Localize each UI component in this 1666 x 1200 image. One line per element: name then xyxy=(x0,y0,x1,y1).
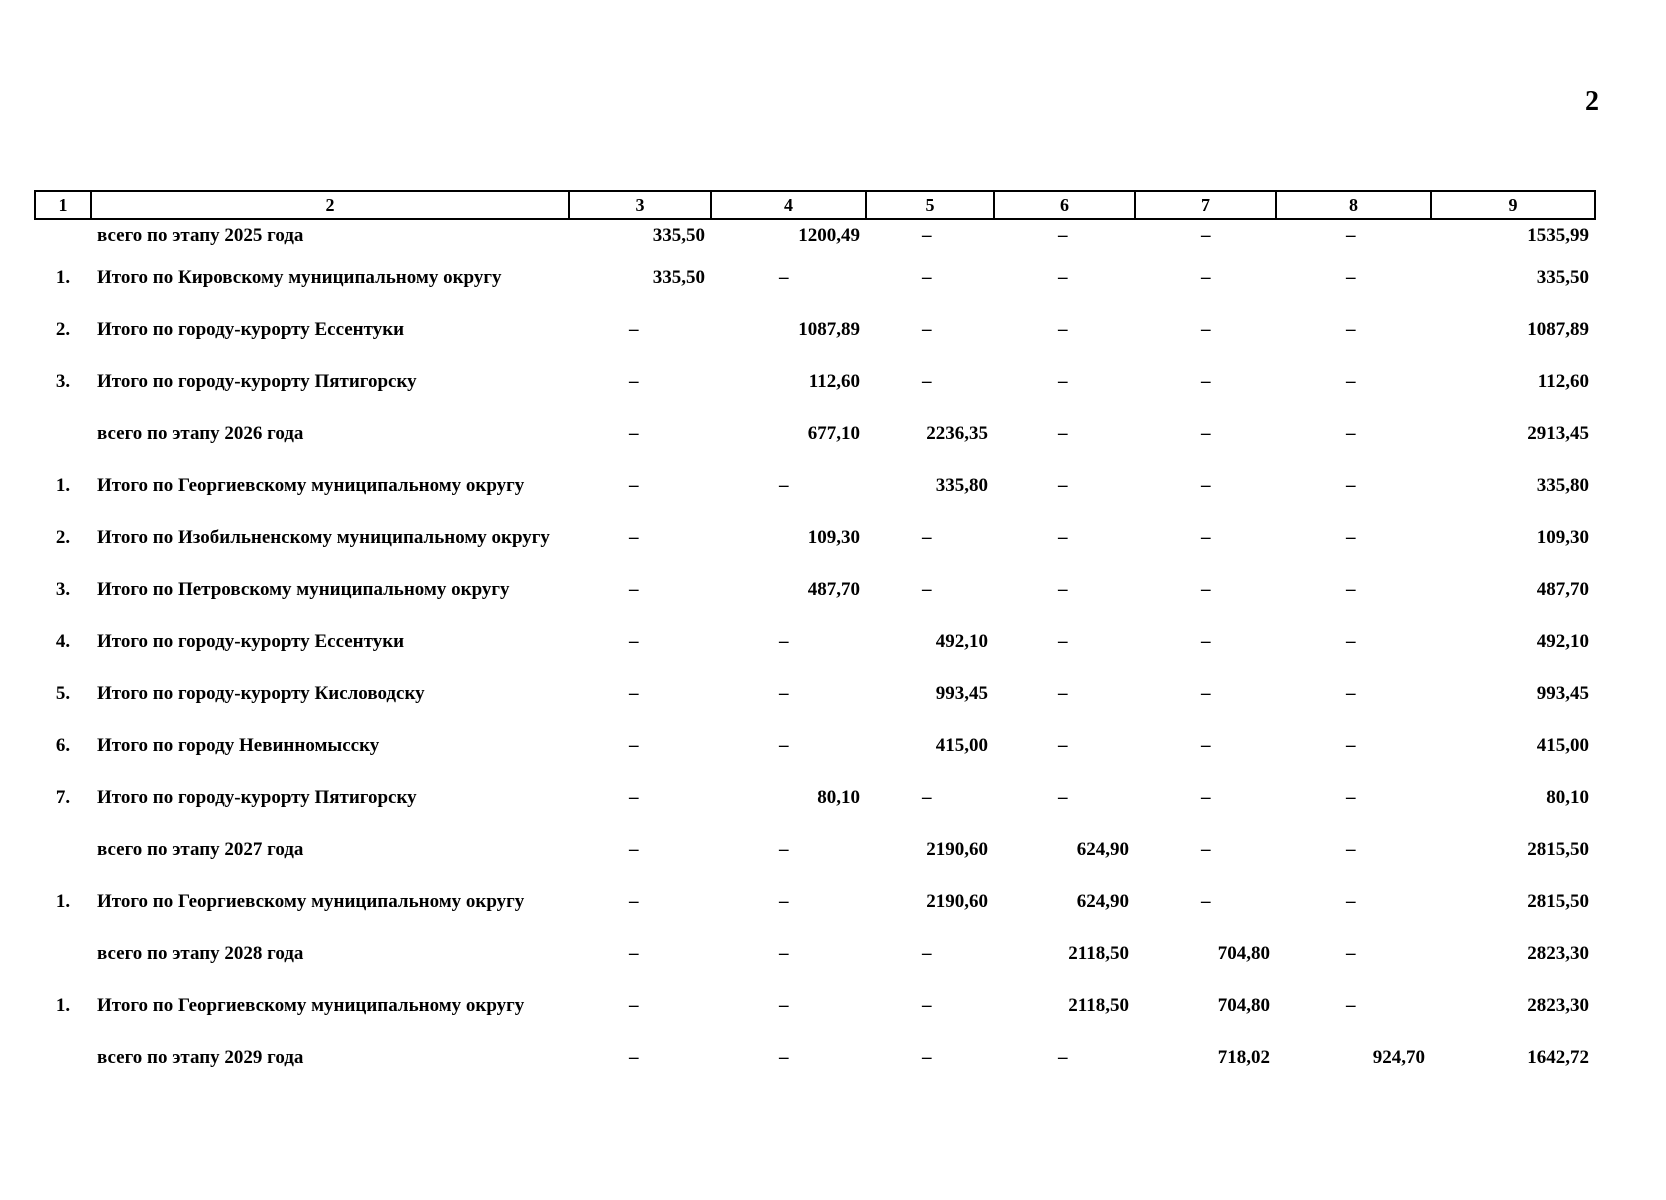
value-cell-col-7: – xyxy=(1201,683,1211,704)
value-cell-col-5: 2190,60 xyxy=(926,839,988,860)
value-cell-col-5: – xyxy=(922,787,932,808)
row-number: 1. xyxy=(55,995,71,1016)
value-cell-col-8: 924,70 xyxy=(1372,1047,1425,1068)
value-cell-col-6: – xyxy=(1058,631,1068,652)
value-cell-col-9: 2815,50 xyxy=(1527,891,1589,912)
row-name: всего по этапу 2027 года xyxy=(97,839,304,860)
value-cell-col-5: 335,80 xyxy=(935,475,988,496)
value-cell-col-6: – xyxy=(1058,787,1068,808)
value-cell-col-5: – xyxy=(922,943,932,964)
value-cell-col-8: – xyxy=(1346,995,1356,1016)
value-cell-col-9: 112,60 xyxy=(1537,371,1589,392)
row-name: Итого по Георгиевскому муниципальному округу xyxy=(97,891,525,912)
value-cell-col-4: 1200,49 xyxy=(798,225,860,246)
data-table xyxy=(34,190,1596,1084)
row-number: 1. xyxy=(55,267,71,288)
value-cell-col-6: 624,90 xyxy=(1076,891,1129,912)
table-row xyxy=(35,356,1595,408)
value-cell-col-6: 2118,50 xyxy=(1068,995,1129,1016)
row-name: Итого по Изобильненскому муниципальному округу xyxy=(97,527,550,548)
value-cell-col-4: – xyxy=(779,735,789,756)
value-cell-col-3: – xyxy=(629,475,639,496)
column-header: 1 xyxy=(35,191,91,219)
value-cell-col-3: 335,50 xyxy=(652,225,705,246)
row-number xyxy=(35,928,91,980)
value-cell-col-8: – xyxy=(1346,943,1356,964)
table-row xyxy=(35,824,1595,876)
value-cell-col-5: 492,10 xyxy=(935,631,988,652)
value-cell-col-7: – xyxy=(1201,527,1211,548)
value-cell-col-3: – xyxy=(629,371,639,392)
value-cell-col-3: – xyxy=(629,579,639,600)
table-row xyxy=(35,720,1595,772)
value-cell-col-7: – xyxy=(1201,891,1211,912)
value-cell-col-7: 718,02 xyxy=(1217,1047,1270,1068)
value-cell-col-8: – xyxy=(1346,683,1356,704)
row-number: 1. xyxy=(55,891,71,912)
value-cell-col-7: – xyxy=(1201,787,1211,808)
value-cell-col-8: – xyxy=(1346,267,1356,288)
value-cell-col-6: – xyxy=(1058,527,1068,548)
value-cell-col-4: 487,70 xyxy=(807,579,860,600)
table-row xyxy=(35,219,1595,252)
value-cell-col-8: – xyxy=(1346,631,1356,652)
value-cell-col-9: 2913,45 xyxy=(1527,423,1589,444)
value-cell-col-9: 335,80 xyxy=(1536,475,1589,496)
value-cell-col-6: – xyxy=(1058,371,1068,392)
table-row xyxy=(35,668,1595,720)
value-cell-col-6: – xyxy=(1058,267,1068,288)
value-cell-col-8: – xyxy=(1346,735,1356,756)
value-cell-col-6: – xyxy=(1058,319,1068,340)
value-cell-col-3: – xyxy=(629,683,639,704)
column-header: 5 xyxy=(866,191,994,219)
value-cell-col-7: – xyxy=(1201,319,1211,340)
column-header: 7 xyxy=(1135,191,1276,219)
value-cell-col-4: 677,10 xyxy=(807,423,860,444)
row-number xyxy=(35,1032,91,1084)
value-cell-col-7: – xyxy=(1201,475,1211,496)
value-cell-col-4: – xyxy=(779,839,789,860)
value-cell-col-5: – xyxy=(922,225,932,246)
value-cell-col-5: – xyxy=(922,371,932,392)
value-cell-col-5: – xyxy=(922,527,932,548)
row-name: Итого по городу-курорту Кисловодску xyxy=(97,683,425,704)
row-name: всего по этапу 2028 года xyxy=(97,943,304,964)
value-cell-col-4: 109,30 xyxy=(807,527,860,548)
table-row xyxy=(35,564,1595,616)
row-number: 2. xyxy=(55,319,71,340)
value-cell-col-5: 415,00 xyxy=(935,735,988,756)
value-cell-col-9: 993,45 xyxy=(1536,683,1589,704)
value-cell-col-4: – xyxy=(779,267,789,288)
row-number: 1. xyxy=(55,475,71,496)
table-row xyxy=(35,512,1595,564)
row-number: 5. xyxy=(55,683,71,704)
value-cell-col-6: – xyxy=(1058,475,1068,496)
value-cell-col-8: – xyxy=(1346,423,1356,444)
value-cell-col-7: – xyxy=(1201,267,1211,288)
row-name: всего по этапу 2029 года xyxy=(97,1047,304,1068)
value-cell-col-4: – xyxy=(779,631,789,652)
column-header: 9 xyxy=(1431,191,1595,219)
table-row xyxy=(35,252,1595,304)
value-cell-col-8: – xyxy=(1346,319,1356,340)
value-cell-col-5: – xyxy=(922,267,932,288)
value-cell-col-5: 2236,35 xyxy=(926,423,988,444)
value-cell-col-4: 80,10 xyxy=(817,787,860,808)
value-cell-col-6: – xyxy=(1058,683,1068,704)
value-cell-col-9: 492,10 xyxy=(1536,631,1589,652)
value-cell-col-7: – xyxy=(1201,839,1211,860)
value-cell-col-9: 2815,50 xyxy=(1527,839,1589,860)
row-number: 7. xyxy=(55,787,71,808)
column-header: 8 xyxy=(1276,191,1431,219)
row-name: Итого по городу-курорту Пятигорску xyxy=(97,371,417,392)
table-row xyxy=(35,616,1595,668)
value-cell-col-9: 415,00 xyxy=(1536,735,1589,756)
value-cell-col-9: 1535,99 xyxy=(1527,225,1589,246)
value-cell-col-3: – xyxy=(629,995,639,1016)
value-cell-col-6: 624,90 xyxy=(1076,839,1129,860)
value-cell-col-4: – xyxy=(779,1047,789,1068)
value-cell-col-9: 487,70 xyxy=(1536,579,1589,600)
value-cell-col-8: – xyxy=(1346,225,1356,246)
page-number: 2 xyxy=(1585,86,1599,117)
table-row xyxy=(35,980,1595,1032)
value-cell-col-3: – xyxy=(629,891,639,912)
row-number: 4. xyxy=(55,631,71,652)
value-cell-col-3: – xyxy=(629,943,639,964)
row-name: Итого по городу-курорту Ессентуки xyxy=(97,631,405,652)
value-cell-col-3: 335,50 xyxy=(652,267,705,288)
value-cell-col-5: – xyxy=(922,579,932,600)
value-cell-col-6: – xyxy=(1058,579,1068,600)
value-cell-col-7: – xyxy=(1201,225,1211,246)
value-cell-col-4: – xyxy=(779,891,789,912)
value-cell-col-5: – xyxy=(922,995,932,1016)
value-cell-col-6: – xyxy=(1058,423,1068,444)
value-cell-col-6: – xyxy=(1058,735,1068,756)
row-name: Итого по Георгиевскому муниципальному округу xyxy=(97,995,525,1016)
row-number: 6. xyxy=(55,735,71,756)
column-header: 2 xyxy=(91,191,569,219)
value-cell-col-8: – xyxy=(1346,371,1356,392)
value-cell-col-6: 2118,50 xyxy=(1068,943,1129,964)
value-cell-col-9: 80,10 xyxy=(1546,787,1589,808)
row-number: 2. xyxy=(55,527,71,548)
value-cell-col-8: – xyxy=(1346,839,1356,860)
value-cell-col-3: – xyxy=(629,1047,639,1068)
table-row xyxy=(35,876,1595,928)
column-header: 4 xyxy=(711,191,866,219)
value-cell-col-3: – xyxy=(629,527,639,548)
table-row xyxy=(35,304,1595,356)
table-row xyxy=(35,772,1595,824)
column-number-header-row xyxy=(35,191,1595,219)
table-body xyxy=(35,219,1595,1084)
value-cell-col-8: – xyxy=(1346,527,1356,548)
value-cell-col-3: – xyxy=(629,839,639,860)
row-name: Итого по городу-курорту Пятигорску xyxy=(97,787,417,808)
table-row xyxy=(35,408,1595,460)
row-name: Итого по Петровскому муниципальному округу xyxy=(97,579,510,600)
value-cell-col-7: 704,80 xyxy=(1217,943,1270,964)
row-number: 3. xyxy=(55,579,71,600)
value-cell-col-4: – xyxy=(779,475,789,496)
value-cell-col-5: – xyxy=(922,1047,932,1068)
value-cell-col-5: – xyxy=(922,319,932,340)
value-cell-col-4: – xyxy=(779,943,789,964)
value-cell-col-3: – xyxy=(629,631,639,652)
row-number xyxy=(35,219,91,252)
value-cell-col-4: 112,60 xyxy=(808,371,860,392)
column-header: 6 xyxy=(994,191,1135,219)
value-cell-col-6: – xyxy=(1058,1047,1068,1068)
value-cell-col-3: – xyxy=(629,423,639,444)
row-number: 3. xyxy=(55,371,71,392)
value-cell-col-9: 335,50 xyxy=(1536,267,1589,288)
row-number xyxy=(35,408,91,460)
value-cell-col-8: – xyxy=(1346,787,1356,808)
value-cell-col-7: – xyxy=(1201,631,1211,652)
row-name: Итого по городу-курорту Ессентуки xyxy=(97,319,405,340)
row-name: всего по этапу 2026 года xyxy=(97,423,304,444)
value-cell-col-5: 2190,60 xyxy=(926,891,988,912)
value-cell-col-9: 1642,72 xyxy=(1527,1047,1589,1068)
row-number xyxy=(35,824,91,876)
value-cell-col-9: 1087,89 xyxy=(1527,319,1589,340)
value-cell-col-4: – xyxy=(779,995,789,1016)
table-row xyxy=(35,1032,1595,1084)
value-cell-col-8: – xyxy=(1346,475,1356,496)
value-cell-col-5: 993,45 xyxy=(935,683,988,704)
value-cell-col-7: – xyxy=(1201,371,1211,392)
row-name: всего по этапу 2025 года xyxy=(97,225,304,246)
column-header: 3 xyxy=(569,191,711,219)
value-cell-col-8: – xyxy=(1346,891,1356,912)
value-cell-col-3: – xyxy=(629,735,639,756)
value-cell-col-7: – xyxy=(1201,579,1211,600)
row-name: Итого по городу Невинномысску xyxy=(97,735,380,756)
value-cell-col-9: 2823,30 xyxy=(1527,943,1589,964)
row-name: Итого по Георгиевскому муниципальному округу xyxy=(97,475,525,496)
value-cell-col-6: – xyxy=(1058,225,1068,246)
value-cell-col-7: – xyxy=(1201,735,1211,756)
table-row xyxy=(35,928,1595,980)
value-cell-col-7: – xyxy=(1201,423,1211,444)
value-cell-col-3: – xyxy=(629,319,639,340)
value-cell-col-7: 704,80 xyxy=(1217,995,1270,1016)
value-cell-col-8: – xyxy=(1346,579,1356,600)
row-name: Итого по Кировскому муниципальному округу xyxy=(97,267,502,288)
table-row xyxy=(35,460,1595,512)
value-cell-col-9: 109,30 xyxy=(1536,527,1589,548)
value-cell-col-4: 1087,89 xyxy=(798,319,860,340)
value-cell-col-4: – xyxy=(779,683,789,704)
value-cell-col-3: – xyxy=(629,787,639,808)
value-cell-col-9: 2823,30 xyxy=(1527,995,1589,1016)
